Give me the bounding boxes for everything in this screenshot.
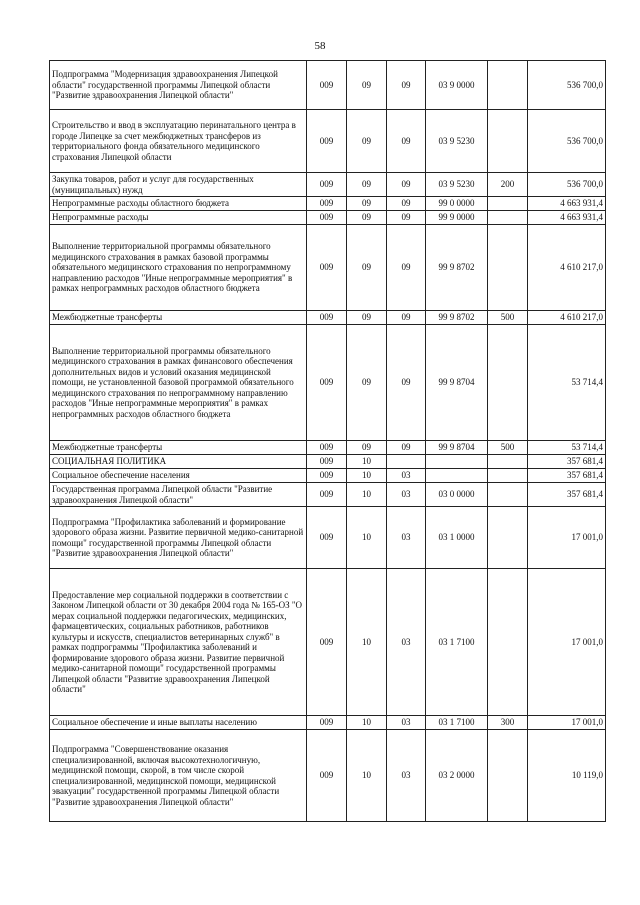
row-ved: 009 (307, 730, 347, 822)
row-cs: 03 0 0000 (426, 483, 488, 507)
row-ved: 009 (307, 197, 347, 211)
table-row (50, 110, 606, 173)
row-vr (488, 325, 528, 441)
table-row (50, 197, 606, 211)
row-ved: 009 (307, 173, 347, 197)
row-rz: 09 (347, 441, 387, 455)
row-pr: 09 (387, 325, 426, 441)
table-row (50, 483, 606, 507)
row-name: СОЦИАЛЬНАЯ ПОЛИТИКА (50, 455, 307, 469)
row-ved: 009 (307, 483, 347, 507)
row-cs: 99 9 8704 (426, 441, 488, 455)
row-sum: 17 001,0 (528, 569, 606, 716)
row-cs (426, 455, 488, 469)
row-sum: 4 610 217,0 (528, 311, 606, 325)
row-sum: 4 663 931,4 (528, 197, 606, 211)
row-ved: 009 (307, 225, 347, 311)
row-rz: 09 (347, 197, 387, 211)
row-rz: 10 (347, 716, 387, 730)
row-name: Закупка товаров, работ и услуг для государственных (муниципальных) нужд (50, 173, 307, 197)
row-rz: 09 (347, 311, 387, 325)
row-rz: 09 (347, 173, 387, 197)
row-vr: 500 (488, 441, 528, 455)
row-ved: 009 (307, 469, 347, 483)
row-cs: 03 9 5230 (426, 110, 488, 173)
row-vr (488, 483, 528, 507)
row-name: Предоставление мер социальной поддержки в соответствии с Законом Липецкой области от 30 декабря 2004 года № 165-ОЗ "О мерах социальной поддержки педагогических, медицинских, фармацевтических, социальных работников, работников культуры и искусств, специалистов ветеринарных служб" в рамках подпрограммы "Профилактика заболеваний и формирование здорового образа жизни. Развитие первичной медико-санитарной помощи" государственной программы Липецкой области "Развитие здравоохранения Липецкой области" (50, 569, 307, 716)
row-pr: 03 (387, 469, 426, 483)
row-sum: 53 714,4 (528, 441, 606, 455)
row-rz: 10 (347, 730, 387, 822)
row-sum: 17 001,0 (528, 507, 606, 569)
table-row (50, 311, 606, 325)
table-row (50, 211, 606, 225)
row-pr: 09 (387, 173, 426, 197)
row-vr (488, 211, 528, 225)
table-row (50, 716, 606, 730)
row-sum: 4 610 217,0 (528, 225, 606, 311)
row-vr (488, 225, 528, 311)
row-ved: 009 (307, 441, 347, 455)
row-vr (488, 110, 528, 173)
row-name: Социальное обеспечение населения (50, 469, 307, 483)
row-vr (488, 507, 528, 569)
table-row (50, 325, 606, 441)
row-pr: 09 (387, 61, 426, 110)
table-row (50, 469, 606, 483)
row-ved: 009 (307, 211, 347, 225)
row-vr (488, 455, 528, 469)
row-pr: 09 (387, 311, 426, 325)
row-cs (426, 469, 488, 483)
table-row (50, 569, 606, 716)
row-rz: 09 (347, 225, 387, 311)
row-pr: 03 (387, 483, 426, 507)
row-rz: 09 (347, 211, 387, 225)
row-cs: 03 1 7100 (426, 569, 488, 716)
row-rz: 09 (347, 61, 387, 110)
row-name: Непрограммные расходы (50, 211, 307, 225)
row-vr: 500 (488, 311, 528, 325)
table-row (50, 225, 606, 311)
row-sum: 536 700,0 (528, 110, 606, 173)
table-row (50, 507, 606, 569)
row-cs: 99 9 0000 (426, 211, 488, 225)
row-pr: 03 (387, 569, 426, 716)
row-vr (488, 61, 528, 110)
row-sum: 357 681,4 (528, 455, 606, 469)
page-number: 58 (314, 40, 326, 52)
row-sum: 4 663 931,4 (528, 211, 606, 225)
row-sum: 536 700,0 (528, 61, 606, 110)
row-pr: 03 (387, 507, 426, 569)
row-ved: 009 (307, 569, 347, 716)
row-name: Подпрограмма "Совершенствование оказания специализированной, включая высокотехнологичную, медицинской помощи, скорой, в том числе скорой специализированной, медицинской помощи, медицинской эвакуации" государственной программы Липецкой области "Развитие здравоохранения Липецкой области" (50, 730, 307, 822)
row-pr: 09 (387, 225, 426, 311)
row-vr (488, 197, 528, 211)
row-vr (488, 469, 528, 483)
row-cs: 03 2 0000 (426, 730, 488, 822)
table-row (50, 173, 606, 197)
row-pr: 09 (387, 197, 426, 211)
row-rz: 10 (347, 469, 387, 483)
row-name: Государственная программа Липецкой области "Развитие здравоохранения Липецкой области" (50, 483, 307, 507)
row-rz: 10 (347, 455, 387, 469)
row-pr (387, 455, 426, 469)
row-name: Непрограммные расходы областного бюджета (50, 197, 307, 211)
row-vr (488, 730, 528, 822)
row-sum: 357 681,4 (528, 483, 606, 507)
row-ved: 009 (307, 455, 347, 469)
row-name: Строительство и ввод в эксплуатацию перинатального центра в городе Липецке за счет межбюджетных трансферов из территориального фонда обязательного медицинского страхования Липецкой области (50, 110, 307, 173)
row-rz: 09 (347, 325, 387, 441)
row-cs: 03 9 0000 (426, 61, 488, 110)
row-name: Выполнение территориальной программы обязательного медицинского страхования в рамках финансового обеспечения дополнительных видов и условий оказания медицинской помощи, не установленной базовой программой обязательного медицинского страхования по непрограммному направлению расходов "Иные непрограммные мероприятия" в рамках непрограммных расходов областного бюджета (50, 325, 307, 441)
row-rz: 10 (347, 507, 387, 569)
row-cs: 03 9 5230 (426, 173, 488, 197)
row-name: Межбюджетные трансферты (50, 441, 307, 455)
row-rz: 09 (347, 110, 387, 173)
row-pr: 09 (387, 211, 426, 225)
row-vr: 200 (488, 173, 528, 197)
row-ved: 009 (307, 311, 347, 325)
row-ved: 009 (307, 507, 347, 569)
row-ved: 009 (307, 325, 347, 441)
row-cs: 03 1 7100 (426, 716, 488, 730)
row-name: Социальное обеспечение и иные выплаты населению (50, 716, 307, 730)
row-pr: 03 (387, 716, 426, 730)
row-cs: 99 9 8704 (426, 325, 488, 441)
row-sum: 357 681,4 (528, 469, 606, 483)
row-sum: 10 119,0 (528, 730, 606, 822)
table-row (50, 441, 606, 455)
row-pr: 09 (387, 441, 426, 455)
row-rz: 10 (347, 569, 387, 716)
row-cs: 99 0 0000 (426, 197, 488, 211)
row-vr (488, 569, 528, 716)
table-row (50, 61, 606, 110)
row-sum: 536 700,0 (528, 173, 606, 197)
row-name: Выполнение территориальной программы обязательного медицинского страхования в рамках базовой программы обязательного медицинского страхования по непрограммному направлению расходов "Иные непрограммные мероприятия" в рамках непрограммных расходов областного бюджета (50, 225, 307, 311)
row-cs: 03 1 0000 (426, 507, 488, 569)
row-name: Подпрограмма "Модернизация здравоохранения Липецкой области" государственной программы Липецкой области "Развитие здравоохранения Липецкой области" (50, 61, 307, 110)
row-sum: 53 714,4 (528, 325, 606, 441)
table-row (50, 730, 606, 822)
row-sum: 17 001,0 (528, 716, 606, 730)
budget-table (49, 60, 606, 822)
row-ved: 009 (307, 716, 347, 730)
row-cs: 99 9 8702 (426, 225, 488, 311)
row-vr: 300 (488, 716, 528, 730)
row-cs: 99 9 8702 (426, 311, 488, 325)
row-pr: 09 (387, 110, 426, 173)
row-name: Межбюджетные трансферты (50, 311, 307, 325)
row-ved: 009 (307, 110, 347, 173)
row-name: Подпрограмма "Профилактика заболеваний и формирование здорового образа жизни. Развитие первичной медико-санитарной помощи" государственной программы Липецкой области "Развитие здравоохранения Липецкой области" (50, 507, 307, 569)
row-rz: 10 (347, 483, 387, 507)
row-pr: 03 (387, 730, 426, 822)
row-ved: 009 (307, 61, 347, 110)
table-row (50, 455, 606, 469)
